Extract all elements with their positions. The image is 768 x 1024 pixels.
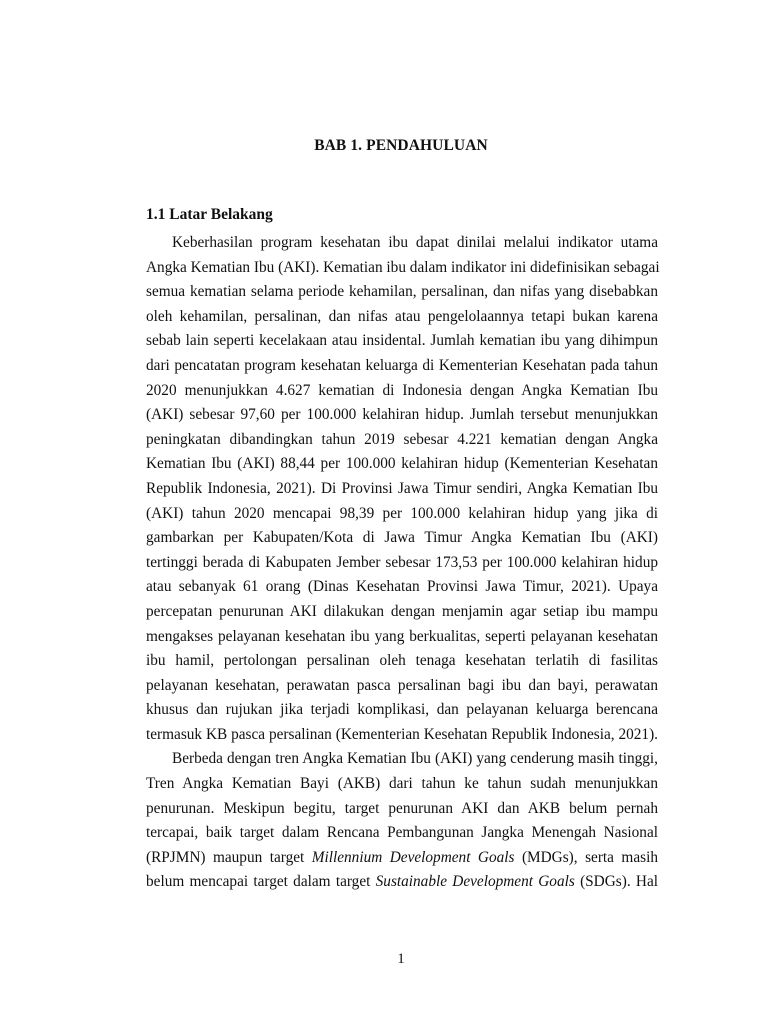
paragraph-line: atau sebanyak 61 orang (Dinas Kesehatan Provinsi Jawa Timur, 2021). Upaya xyxy=(146,578,658,596)
paragraph-line: pelayanan kesehatan, perawatan pasca persalinan bagi ibu dan bayi, perawatan xyxy=(146,676,658,694)
paragraph-line: percepatan penurunan AKI dilakukan dengan menjamin agar setiap ibu mampu xyxy=(146,602,658,620)
paragraph-line: oleh kehamilan, persalinan, dan nifas atau pengelolaannya tetapi bukan karena xyxy=(146,307,658,325)
paragraph-line-sdgs xyxy=(146,870,658,895)
paragraph-line: termasuk KB pasca persalinan (Kementerian Kesehatan Republik Indonesia, 2021). xyxy=(146,725,658,743)
paragraph-line: semua kematian selama periode kehamilan, persalinan, dan nifas yang disebabkan xyxy=(146,283,658,301)
paragraph-line: Kematian Ibu (AKI) 88,44 per 100.000 kelahiran hidup (Kementerian Kesehatan xyxy=(146,455,658,473)
line-text: (MDGs), serta masih xyxy=(514,848,658,866)
paragraph-line: gambarkan per Kabupaten/Kota di Jawa Timur Angka Kematian Ibu (AKI) xyxy=(146,529,658,547)
paragraph-line-rpjmn xyxy=(146,846,658,871)
paragraph-line: dari pencatatan program kesehatan keluarga di Kementerian Kesehatan pada tahun xyxy=(146,356,658,374)
paragraph-line: Keberhasilan program kesehatan ibu dapat dinilai melalui indikator utama xyxy=(172,234,658,251)
paragraph-line: peningkatan dibandingkan tahun 2019 sebesar 4.221 kematian dengan Angka xyxy=(146,430,658,448)
italic-term-sdgs: Sustainable Development Goals xyxy=(375,873,575,891)
page-number: 1 xyxy=(397,951,405,967)
paragraph-line: Republik Indonesia, 2021). Di Provinsi Jawa Timur sendiri, Angka Kematian Ibu xyxy=(146,479,658,497)
paragraph-line: Tren Angka Kematian Bayi (AKB) dari tahun ke tahun sudah menunjukkan xyxy=(146,775,658,793)
paragraph-line: Berbeda dengan tren Angka Kematian Ibu (AKI) yang cenderung masih tinggi, xyxy=(172,750,658,768)
paragraph-line: Angka Kematian Ibu (AKI). Kematian ibu dalam indikator ini didefinisikan sebagai xyxy=(146,258,660,276)
paragraph-line: ibu hamil, pertolongan persalinan oleh tenaga kesehatan terlatih di fasilitas xyxy=(146,652,658,670)
paragraph-line: khusus dan rujukan jika terjadi komplikasi, dan pelayanan keluarga berencana xyxy=(146,701,658,719)
paragraph-line: sebab lain seperti kecelakaan atau insidental. Jumlah kematian ibu yang dihimpun xyxy=(146,332,658,350)
italic-term-mdgs: Millennium Development Goals xyxy=(311,848,515,866)
paragraph-line: tertinggi berada di Kabupaten Jember sebesar 173,53 per 100.000 kelahiran hidup xyxy=(146,553,658,571)
line-text: (RPJMN) maupun target xyxy=(146,848,312,866)
paragraph-line: tercapai, baik target dalam Rencana Pembangunan Jangka Menengah Nasional xyxy=(146,824,658,842)
paragraph-line: (AKI) tahun 2020 mencapai 98,39 per 100.000 kelahiran hidup yang jika di xyxy=(146,504,658,522)
body-text xyxy=(146,231,658,895)
chapter-title: BAB 1. PENDAHULUAN xyxy=(314,137,488,154)
section-heading: 1.1 Latar Belakang xyxy=(146,206,273,223)
line-text: belum mencapai target dalam target xyxy=(146,873,376,891)
line-text: (SDGs). Hal xyxy=(574,873,658,891)
paragraph-line: (AKI) sebesar 97,60 per 100.000 kelahiran hidup. Jumlah tersebut menunjukkan xyxy=(146,406,658,424)
paragraph-line: 2020 menunjukkan 4.627 kematian di Indonesia dengan Angka Kematian Ibu xyxy=(146,381,658,399)
paragraph-line: mengakses pelayanan kesehatan ibu yang berkualitas, seperti pelayanan kesehatan xyxy=(146,627,658,645)
paragraph-line: penurunan. Meskipun begitu, target penurunan AKI dan AKB belum pernah xyxy=(146,799,658,817)
